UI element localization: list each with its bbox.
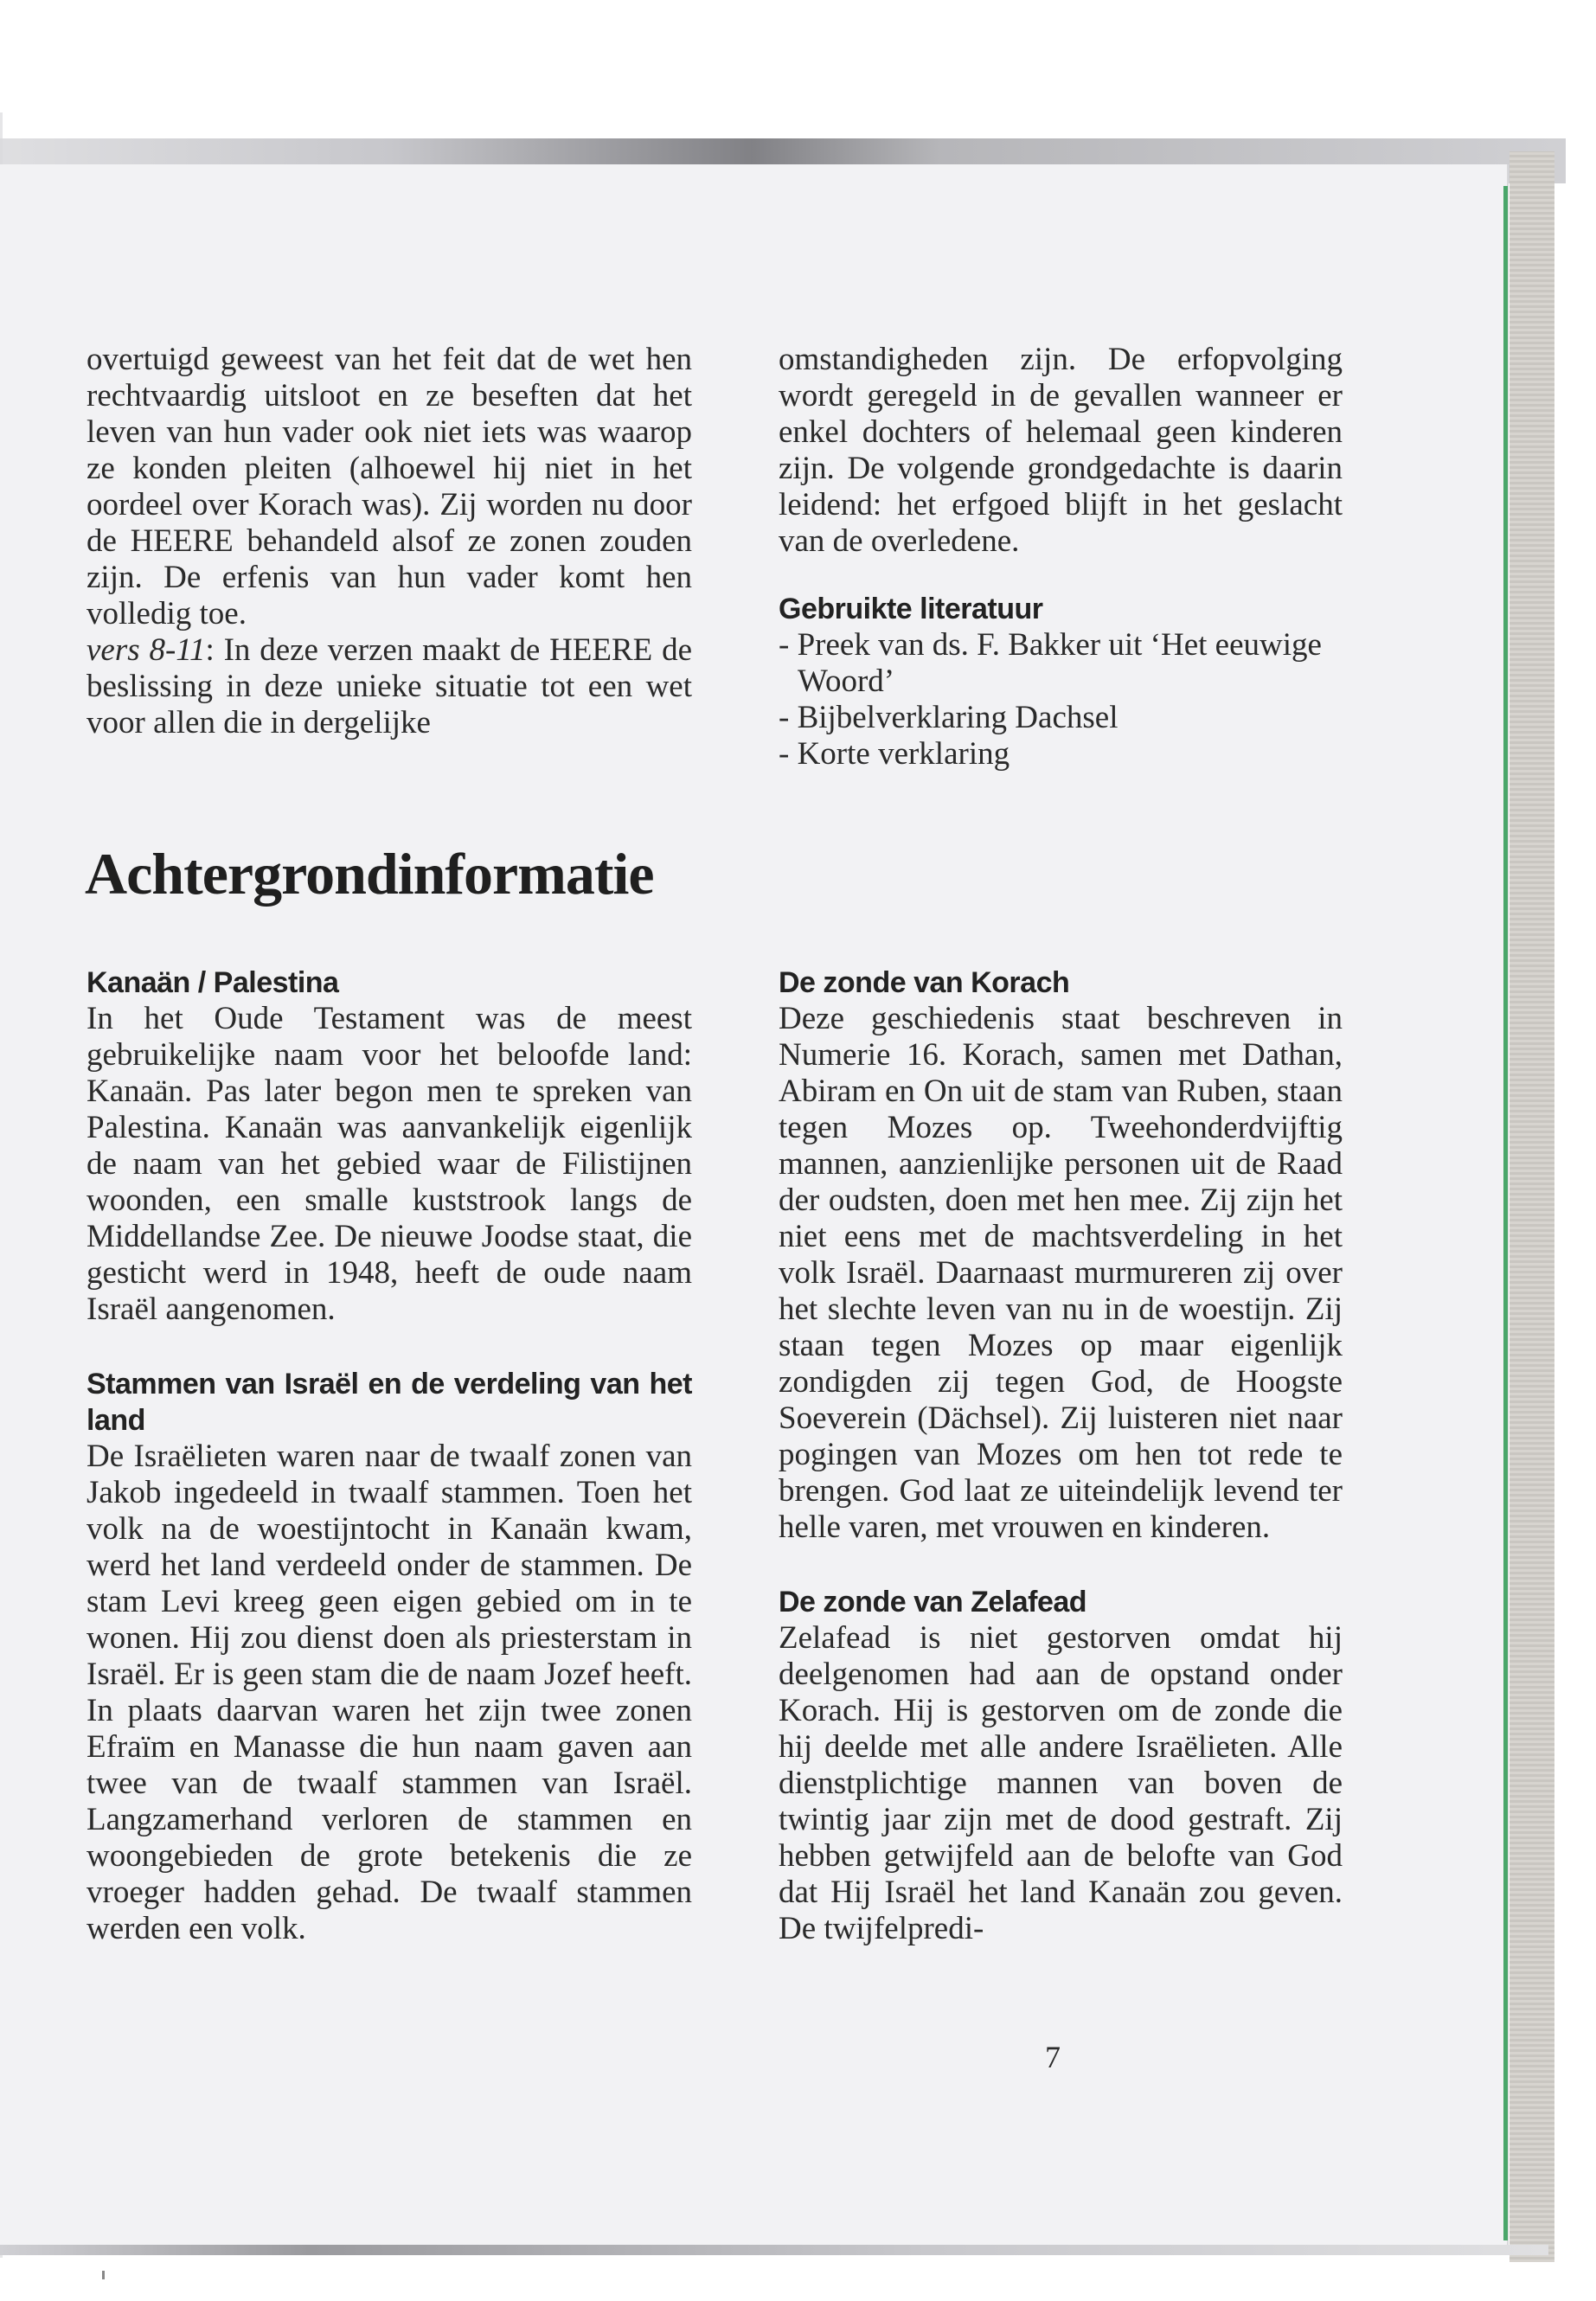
book-binding-edge [1509,151,1554,2262]
literature-item: - Korte verklaring [779,736,1010,772]
verse-text: : In deze verzen maakt de HEERE de beslissing in deze unieke situatie tot een wet voor allen die in dergelijke [87,632,692,740]
page-number: 7 [1045,2040,1061,2074]
top-right-column [779,342,1343,772]
scan-bottom-edge [0,2245,1548,2255]
kanaan-paragraph: In het Oude Testament was de meest gebruikelijke naam voor het beloofde land: Kanaän. Pas later begon men te spreken van Palestina. Kanaän was aanvankelijk eigenlijk de naam van het gebied waar de Filistijnen woonden, een smalle kuststrook langs de Middellandse Zee. De nieuwe Joodse staat, die gesticht werd in 1948, heeft de oude naam Israël aangenomen. [87,1001,692,1327]
verse-reference: vers 8-11 [87,632,206,668]
kanaan-heading: Kanaän / Palestina [87,966,339,999]
zelafead-heading: De zonde van Zelafead [779,1586,1087,1618]
section-heading: Achtergrondinformatie [85,841,654,907]
bottom-left-column [87,965,692,1947]
literature-heading: Gebruikte literatuur [779,593,1043,625]
korach-heading: De zonde van Korach [779,966,1070,999]
literature-list [779,627,1343,772]
literature-item: - Preek van ds. F. Bakker uit ‘Het eeuwige Woord’ [779,627,1322,699]
zelafead-paragraph: Zelafead is niet gestorven omdat hij deelgenomen had aan de opstand onder Korach. Hij is gestorven om de zonde die hij deelde met alle andere Israëlieten. Alle dienstplichtige mannen van boven de twintig jaar zijn met de dood gestraft. Zij hebben getwijfeld aan de belofte van God dat Hij Israël het land Kanaän zou geven. De twijfelpredi- [779,1620,1343,1946]
paragraph-continuation: overtuigd geweest van het feit dat de wet hen rechtvaardig uitsloot en ze beseften dat het leven van hun vader ook niet iets was waarop ze konden pleiten (alhoewel hij niet in het oordeel over Korach was). Zij worden nu door de HEERE behandeld alsof ze zonen zouden zijn. De erfenis van hun vader komt hen volledig toe. [87,342,692,631]
top-left-column [87,342,692,741]
stammen-heading: Stammen van Israël en de verdeling van het land [87,1368,692,1437]
paragraph-vers-8-11 [87,632,692,741]
page-green-edge [1503,186,1508,2240]
literature-item: - Bijbelverklaring Dachsel [779,700,1118,735]
stammen-paragraph: De Israëlieten waren naar de twaalf zonen van Jakob ingedeeld in twaalf stammen. Toen het volk na de woestijntocht in Kanaän kwam, werd het land verdeeld onder de stammen. De stam Levi kreeg geen eigen gebied om in te wonen. Hij zou dienst doen als priesterstam in Israël. Er is geen stam die de naam Jozef heeft. In plaats daarvan waren het zijn twee zonen Efraïm en Manasse die hun naam gaven aan twee van de twaalf stammen van Israël. Langzamerhand verloren de stammen en woongebieden de grote betekenis die ze vroeger hadden gehad. De twaalf stammen werden een volk. [87,1439,692,1946]
scan-mark [102,2271,105,2279]
paragraph-erfopvolging: omstandigheden zijn. De erfopvolging wordt geregeld in de gevallen wanneer er enkel dochters of helemaal geen kinderen zijn. De volgende grondgedachte is daarin leidend: het erfgoed blijft in het geslacht van de overledene. [779,342,1343,559]
korach-paragraph: Deze geschiedenis staat beschreven in Numerie 16. Korach, samen met Dathan, Abiram en On uit de stam van Ruben, staan tegen Mozes op. Tweehonderdvijftig mannen, aanzienlijke personen uit de Raad der oudsten, doen met hen mee. Zij zijn het niet eens met de machtsverdeling in het volk Israël. Daarnaast murmureren zij over het slechte leven van nu in de woestijn. Zij staan tegen Mozes op maar eigenlijk zondigden zij tegen God, de Hoogste Soeverein (Dächsel). Zij luisteren niet naar pogingen van Mozes om hen tot rede te brengen. God laat ze uiteindelijk levend ter helle varen, met vrouwen en kinderen. [779,1001,1343,1545]
bottom-right-column [779,965,1343,1947]
